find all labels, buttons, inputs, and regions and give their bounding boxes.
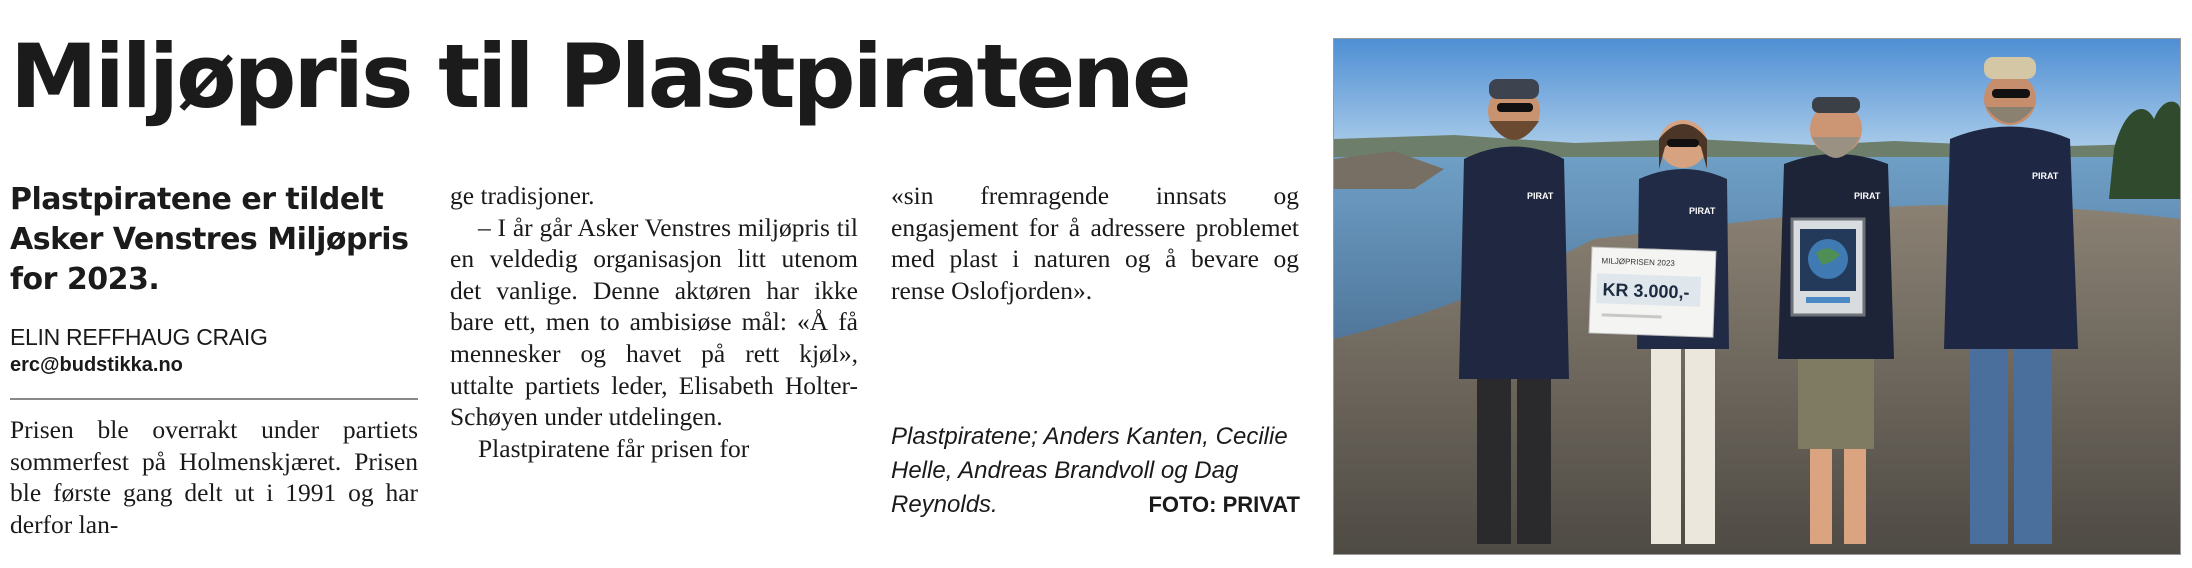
photo-caption: Plastpiratene; Anders Kanten, Cecilie Helle, Andreas Brandvoll og Dag Reynolds. (891, 423, 1288, 518)
svg-text:PIRAT: PIRAT (1527, 191, 1554, 201)
paragraph: ge tradisjoner. (450, 181, 595, 210)
paragraph: Prisen ble overrakt under partiets sommerfest på Holmenskjæret. Prisen ble første gang delt ut i 1991 og har derfor lan- (10, 415, 418, 539)
ingress: Plastpiratene er tildelt Asker Venstres Miljøpris for 2023. (10, 182, 409, 297)
article-column-1 (10, 180, 418, 540)
framed-diploma (1792, 219, 1864, 315)
svg-text:PIRAT: PIRAT (1854, 191, 1881, 201)
svg-text:PIRAT: PIRAT (1689, 206, 1716, 216)
sky (1334, 39, 2180, 149)
article-column-2 (450, 180, 858, 464)
byline (10, 322, 418, 378)
body-text-col3 (891, 180, 1299, 306)
article-column-3 (891, 180, 1299, 306)
body-text-col2 (450, 180, 858, 464)
paragraph: Plastpiratene får prisen for (478, 433, 750, 463)
body-text-col1 (10, 414, 418, 540)
svg-text:MILJØPRISEN 2023: MILJØPRISEN 2023 (1601, 256, 1676, 268)
photo-credit: FOTO: PRIVAT (1148, 492, 1300, 517)
author-email[interactable]: erc@budstikka.no (10, 354, 183, 376)
svg-text:KR 3.000,-: KR 3.000,- (1602, 279, 1690, 303)
svg-text:PIRAT: PIRAT (2032, 171, 2059, 181)
photo-illustration (1334, 39, 2180, 554)
byline-divider (10, 398, 418, 400)
paragraph: «sin fremragende innsats og engasjement for å adressere problemet med plast i naturen og å bevare og rense Oslofjorden». (891, 181, 1299, 305)
headline: Miljøpris til Plastpiratene (10, 25, 1189, 128)
paragraph: – I år går Asker Venstres miljøpris til en veldedig organisasjon litt utenom det vanlige. Denne aktøren har ikke bare ett, men to ambisiøse mål: «Å få mennesker og havet på rett kjøl», uttalte partiets leder, Elisabeth Holter-Schøyen under utdelingen. (450, 212, 858, 432)
article-photo (1333, 38, 2181, 555)
author-name: ELIN REFFHAUG CRAIG (10, 324, 268, 350)
prize-cheque (1589, 247, 1716, 337)
